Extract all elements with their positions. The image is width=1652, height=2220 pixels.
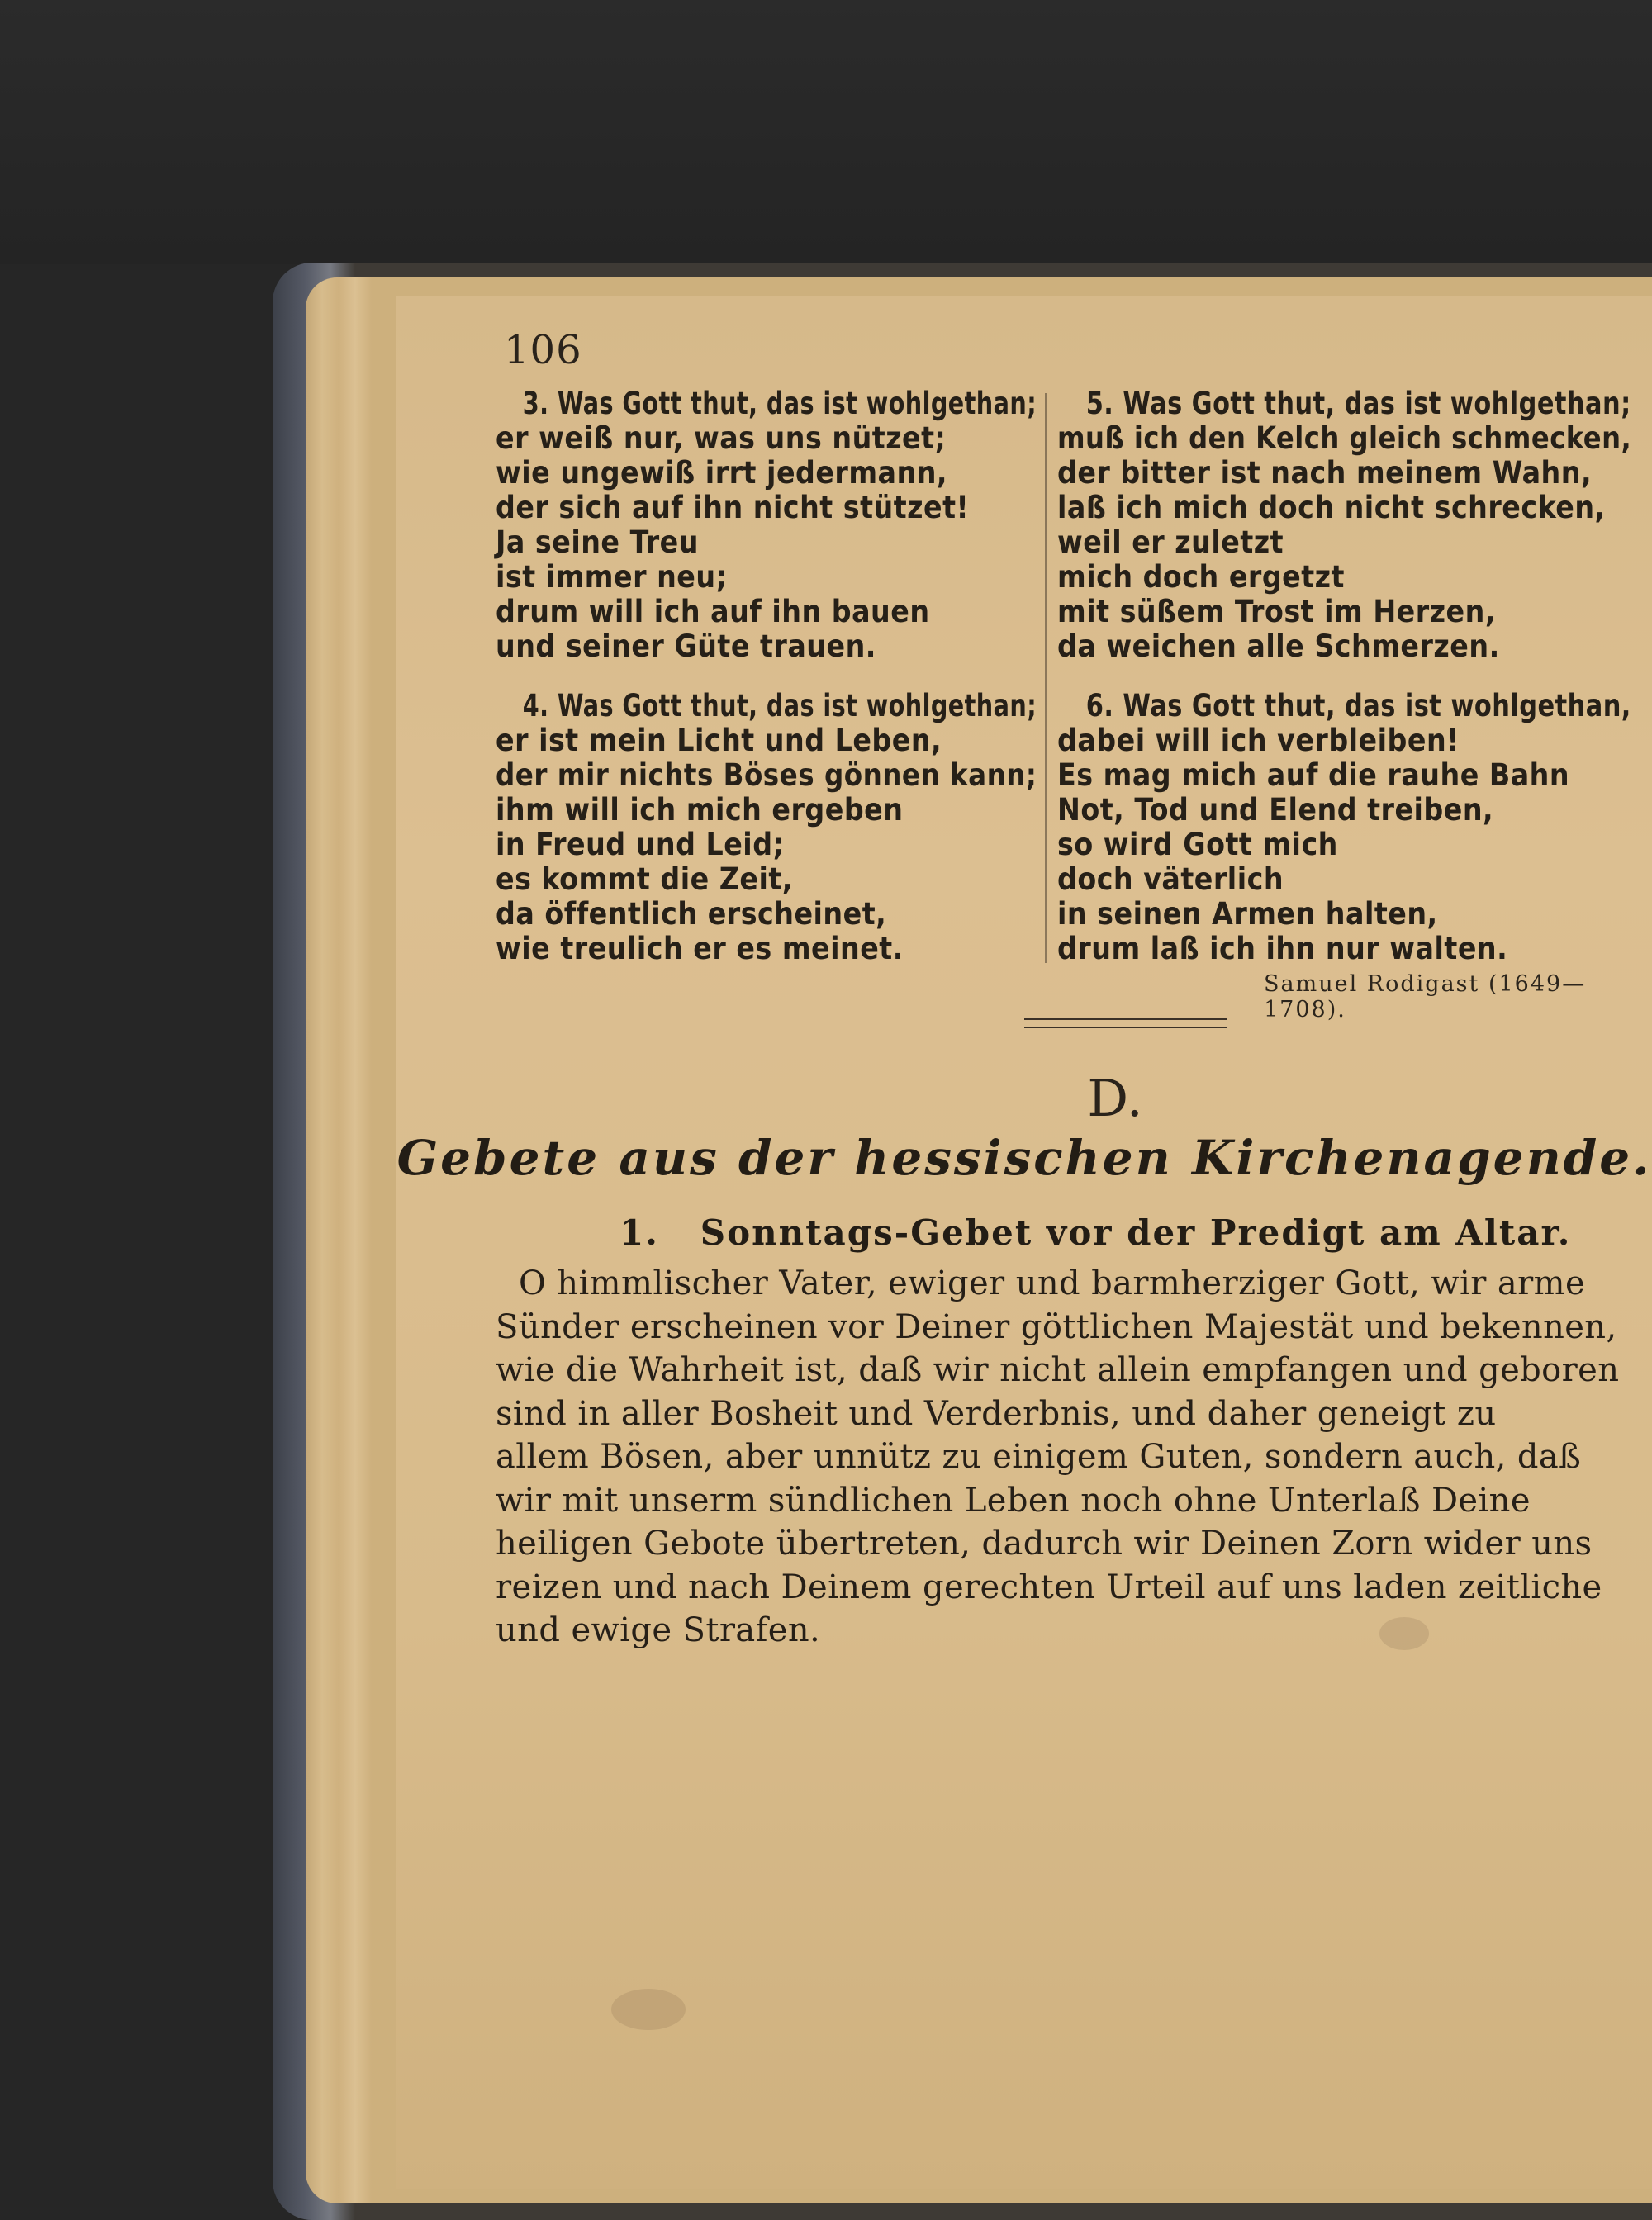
stanza-line: doch väterlich xyxy=(1057,861,1284,897)
stanza-line: Es mag mich auf die rauhe Bahn xyxy=(1057,757,1570,793)
stanza-line: so wird Gott mich xyxy=(1057,827,1338,862)
stanza-line: er weiß nur, was uns nützet; xyxy=(496,420,947,456)
stanza-line: und seiner Güte trauen. xyxy=(496,629,876,664)
page-number: 106 xyxy=(504,327,582,373)
prayer-number: 1. xyxy=(620,1212,659,1253)
stanza-line: laß ich mich doch nicht schrecken, xyxy=(1057,490,1606,525)
paper-stain xyxy=(611,1989,686,2030)
section-title: Gebete aus der hessischen Kirchenagende. xyxy=(396,1130,1652,1186)
hymn-column-left xyxy=(496,387,1041,991)
prayer-line: Sünder erscheinen vor Deiner göttlichen Majestät und bekennen, xyxy=(496,1307,1617,1346)
stanza-line: es kommt die Zeit, xyxy=(496,861,793,897)
stanza-line: drum laß ich ihn nur walten. xyxy=(1057,931,1508,966)
stanza-number: 5. xyxy=(1085,386,1114,421)
stanza-line: der sich auf ihn nicht stützet! xyxy=(496,490,970,525)
stanza-line: wie ungewiß irrt jedermann, xyxy=(496,455,948,491)
stanza-line: Not, Tod und Elend treiben, xyxy=(1057,792,1494,828)
stanza-line: mich doch ergetzt xyxy=(1057,559,1345,595)
stanza-line: dabei will ich verbleiben! xyxy=(1057,723,1460,758)
prayer-line: allem Bösen, aber unnütz zu einigem Guten, sondern auch, daß xyxy=(496,1438,1582,1476)
stanza-number: 6. xyxy=(1085,688,1114,723)
stanza-number: 3. xyxy=(522,386,549,421)
stanza-line: mit süßem Trost im Herzen, xyxy=(1057,594,1496,629)
stanza-line: ist immer neu; xyxy=(496,559,728,595)
stanza-line: ihm will ich mich ergeben xyxy=(496,792,904,828)
stanza-line: muß ich den Kelch gleich schmecken, xyxy=(1057,420,1632,456)
stanza-line: da weichen alle Schmerzen. xyxy=(1057,629,1500,664)
background-surface xyxy=(0,0,1652,264)
stanza-line: 5. Was Gott thut, das ist wohlgethan; xyxy=(1085,386,1631,421)
prayer-line: heiligen Gebote übertreten, dadurch wir Deinen Zorn wider uns xyxy=(496,1525,1593,1563)
stanza-6 xyxy=(1057,689,1635,966)
stanza-line: drum will ich auf ihn bauen xyxy=(496,594,930,629)
stanza-line: 4. Was Gott thut, das ist wohlgethan; xyxy=(522,688,1037,723)
stanza-line: in Freud und Leid; xyxy=(496,827,785,862)
prayer-line: wir mit unserm sündlichen Leben noch ohne Unterlaß Deine xyxy=(496,1481,1531,1520)
hymn-column-right xyxy=(1057,387,1635,991)
prayer-line: sind in aller Bosheit und Verderbnis, und daher geneigt zu xyxy=(496,1394,1497,1433)
prayer-line: reizen und nach Deinem gerechten Urteil auf uns laden zeitliche xyxy=(496,1568,1602,1606)
stanza-line: 6. Was Gott thut, das ist wohlgethan, xyxy=(1085,688,1631,723)
prayer-line: wie die Wahrheit ist, daß wir nicht allein empfangen und geboren xyxy=(496,1351,1620,1389)
stanza-line: da öffentlich erscheinet, xyxy=(496,896,887,932)
hymn-author: Samuel Rodigast (1649—1708). xyxy=(1264,971,1587,1022)
stanza-line: er ist mein Licht und Leben, xyxy=(496,723,942,758)
stanza-line: wie treulich er es meinet. xyxy=(496,931,904,966)
prayer-title: Sonntags-Gebet vor der Predigt am Altar. xyxy=(700,1212,1572,1253)
book-page xyxy=(396,296,1652,2189)
prayer-text xyxy=(496,1262,1640,1653)
section-letter: D. xyxy=(1087,1068,1143,1128)
stanza-3 xyxy=(496,387,1041,664)
prayer-heading xyxy=(620,1212,1571,1253)
stanza-4 xyxy=(496,689,1041,966)
stanza-line: in seinen Armen halten, xyxy=(1057,896,1438,932)
section-rule xyxy=(1024,1018,1227,1028)
book xyxy=(273,263,1652,2220)
stanza-line: weil er zuletzt xyxy=(1057,524,1284,560)
stanza-line: 3. Was Gott thut, das ist wohlgethan; xyxy=(522,386,1037,421)
stanza-5 xyxy=(1057,387,1635,664)
stanza-line: der mir nichts Böses gönnen kann; xyxy=(496,757,1037,793)
column-divider xyxy=(1045,393,1047,963)
prayer-line: O himmlischer Vater, ewiger und barmherziger Gott, wir arme xyxy=(519,1264,1586,1302)
stanza-line: der bitter ist nach meinem Wahn, xyxy=(1057,455,1593,491)
stanza-number: 4. xyxy=(522,688,549,723)
stanza-line: Ja seine Treu xyxy=(496,524,699,560)
prayer-line: und ewige Strafen. xyxy=(496,1611,821,1649)
